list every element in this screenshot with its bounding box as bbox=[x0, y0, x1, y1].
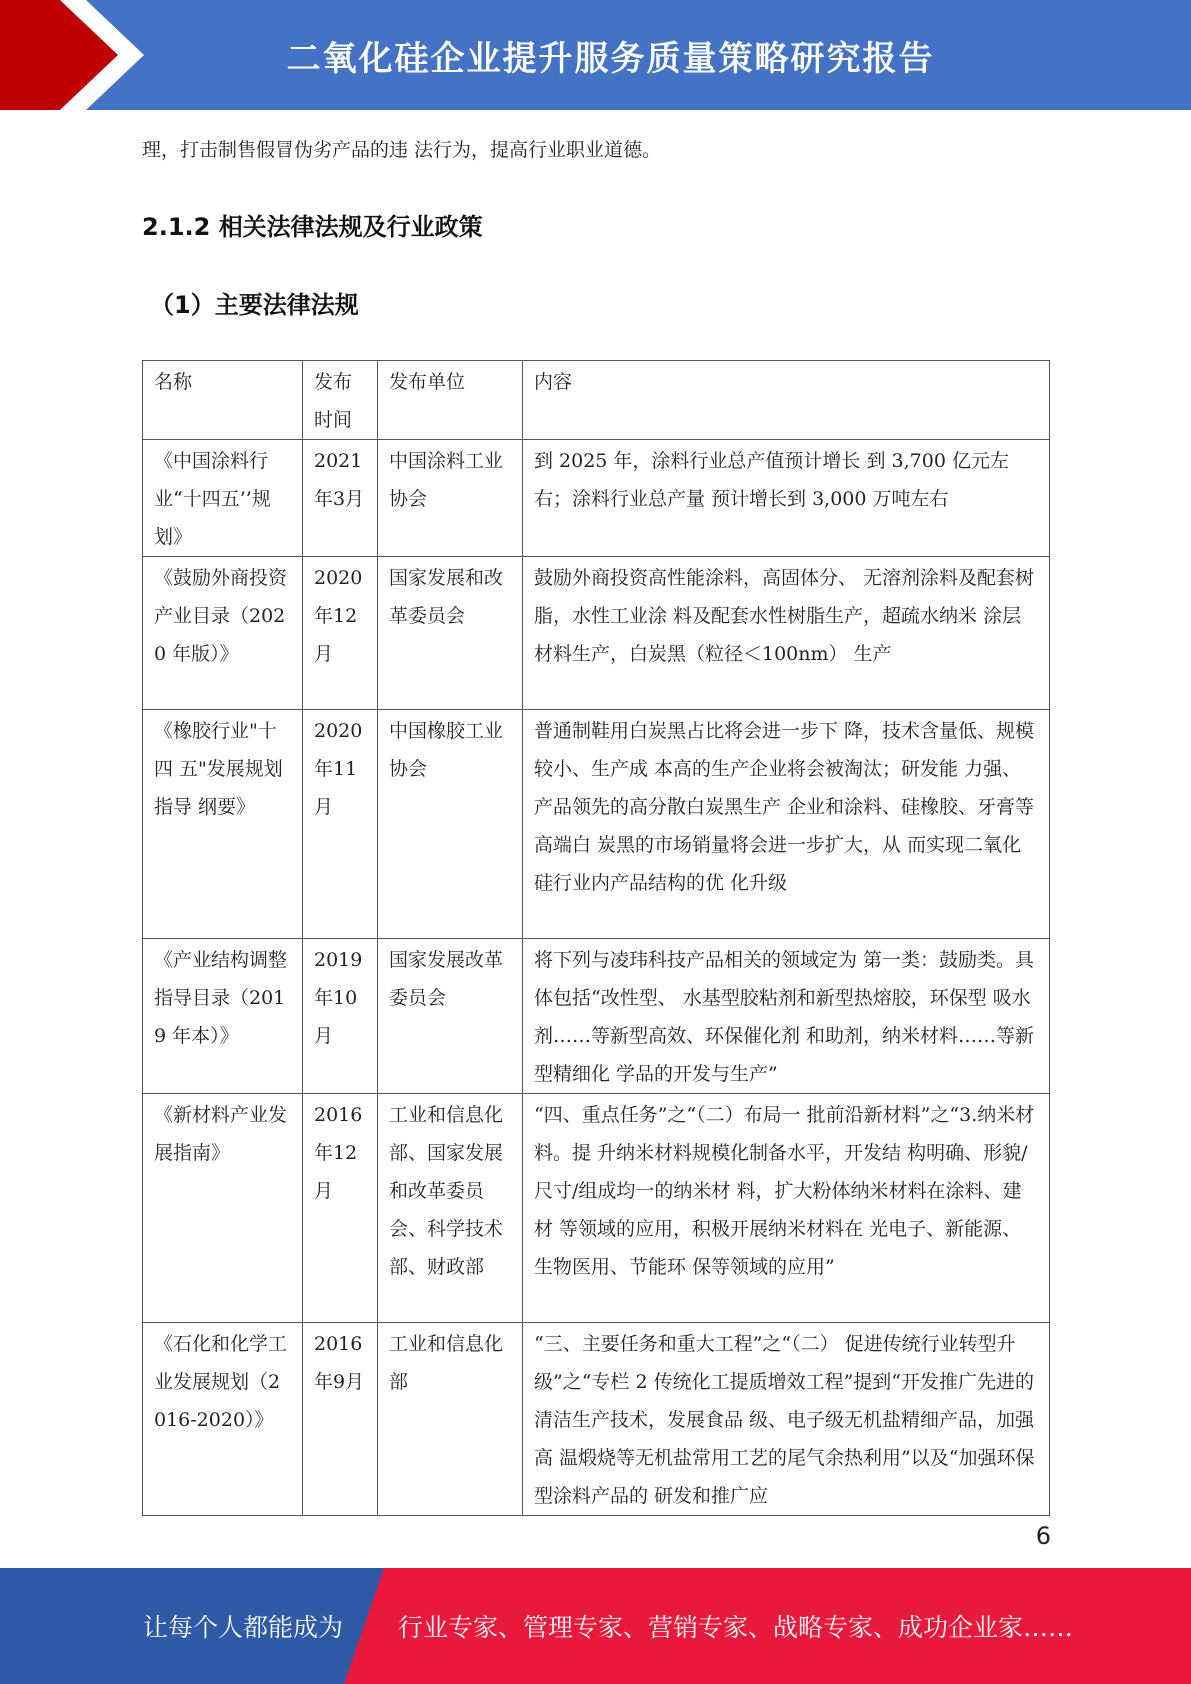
footer-slogan-left: 让每个人都能成为 bbox=[143, 1613, 344, 1642]
page-header bbox=[0, 0, 1191, 110]
cell-name: 《橡胶行业"十四 五"发展规划指导 纲要》 bbox=[143, 710, 303, 939]
table-row bbox=[143, 1094, 1050, 1323]
section-heading: 2.1.2 相关法律法规及行业政策 bbox=[142, 213, 483, 241]
cell-date: 2021年3月 bbox=[303, 440, 378, 557]
table-row bbox=[143, 939, 1050, 1094]
cell-content: “三、主要任务和重大工程”之“（二） 促进传统行业转型升级”之“专栏 2 传统化工提质增效工程”提到“开发推广先进的清洁生产技术，发展食品 级、电子级无机盐精细产品，加强高 温煅烧等无机盐常用工艺的尾气余热利用”以及“加强环保型涂料产品的 研发和推广应 bbox=[523, 1323, 1050, 1516]
cell-name: 《鼓励外商投资 产业目录（2020 年版）》 bbox=[143, 557, 303, 710]
cell-date: 2016年12月 bbox=[303, 1094, 378, 1323]
table-row bbox=[143, 710, 1050, 939]
cell-name: 《产业结构调整 指导目录（2019 年本）》 bbox=[143, 939, 303, 1094]
cell-issuer: 国家发展改革 委员会 bbox=[378, 939, 523, 1094]
header-cell-content: 内容 bbox=[523, 361, 1050, 440]
cell-name: 《石化和化学工 业发展规划（2016-2020）》 bbox=[143, 1323, 303, 1516]
cell-date: 2016年9月 bbox=[303, 1323, 378, 1516]
red-chevron-decoration bbox=[0, 0, 150, 110]
table-header-row bbox=[143, 361, 1050, 440]
table-row bbox=[143, 1323, 1050, 1516]
lead-paragraph: 理，打击制售假冒伪劣产品的违 法行为，提高行业职业道德。 bbox=[142, 139, 662, 161]
cell-name: 《中国涂料行业“十四五’’规划》 bbox=[143, 440, 303, 557]
cell-content: “四、重点任务”之“（二）布局一 批前沿新材料”之“3.纳米材料。提 升纳米材料规模化制备水平，开发结 构明确、形貌/尺寸/组成均一的纳米材 料，扩大粉体纳米材料在涂料、建材 等领域的应用，积极开展纳米材料在 光电子、新能源、生物医用、节能环 保等领域的应用” bbox=[523, 1094, 1050, 1323]
cell-issuer: 中国涂料工业 协会 bbox=[378, 440, 523, 557]
cell-issuer: 中国橡胶工业 协会 bbox=[378, 710, 523, 939]
cell-date: 2019年10月 bbox=[303, 939, 378, 1094]
header-cell-name: 名称 bbox=[143, 361, 303, 440]
cell-content: 到 2025 年，涂料行业总产值预计增长 到 3,700 亿元左右；涂料行业总产量 预计增长到 3,000 万吨左右 bbox=[523, 440, 1050, 557]
header-cell-date: 发布时间 bbox=[303, 361, 378, 440]
cell-issuer: 工业和信息化 部 bbox=[378, 1323, 523, 1516]
laws-table bbox=[142, 360, 1050, 1516]
footer-slogan-right: 行业专家、管理专家、营销专家、战略专家、成功企业家…… bbox=[398, 1613, 1074, 1642]
header-cell-issuer: 发布单位 bbox=[378, 361, 523, 440]
table-row bbox=[143, 557, 1050, 710]
cell-content: 将下列与凌玮科技产品相关的领域定为 第一类：鼓励类。具体包括“改性型、 水基型胶粘剂和新型热熔胶，环保型 吸水剂……等新型高效、环保催化剂 和助剂，纳米材料……等新型精细化 学品的开发与生产” bbox=[523, 939, 1050, 1094]
cell-date: 2020年11月 bbox=[303, 710, 378, 939]
report-title: 二氧化硅企业提升服务质量策略研究报告 bbox=[286, 38, 935, 79]
cell-issuer: 国家发展和改 革委员会 bbox=[378, 557, 523, 710]
cell-content: 鼓励外商投资高性能涂料，高固体分、 无溶剂涂料及配套树脂，水性工业涂 料及配套水性树脂生产，超疏水纳米 涂层材料生产，白炭黑（粒径＜100nm） 生产 bbox=[523, 557, 1050, 710]
cell-issuer: 工业和信息化 部、国家发展 和改革委员 会、科学技术 部、财政部 bbox=[378, 1094, 523, 1323]
table-row bbox=[143, 440, 1050, 557]
cell-content: 普通制鞋用白炭黑占比将会进一步下 降，技术含量低、规模较小、生产成 本高的生产企业将会被淘汰；研发能 力强、产品领先的高分散白炭黑生产 企业和涂料、硅橡胶、牙膏等高端白 炭黑的市场销量将会进一步扩大，从 而实现二氧化硅行业内产品结构的优 化升级 bbox=[523, 710, 1050, 939]
cell-date: 2020年12月 bbox=[303, 557, 378, 710]
page-footer bbox=[0, 1568, 1191, 1684]
subsection-heading: （1）主要法律法规 bbox=[150, 291, 359, 319]
cell-name: 《新材料产业发 展指南》 bbox=[143, 1094, 303, 1323]
page-number: 6 bbox=[1035, 1522, 1051, 1550]
